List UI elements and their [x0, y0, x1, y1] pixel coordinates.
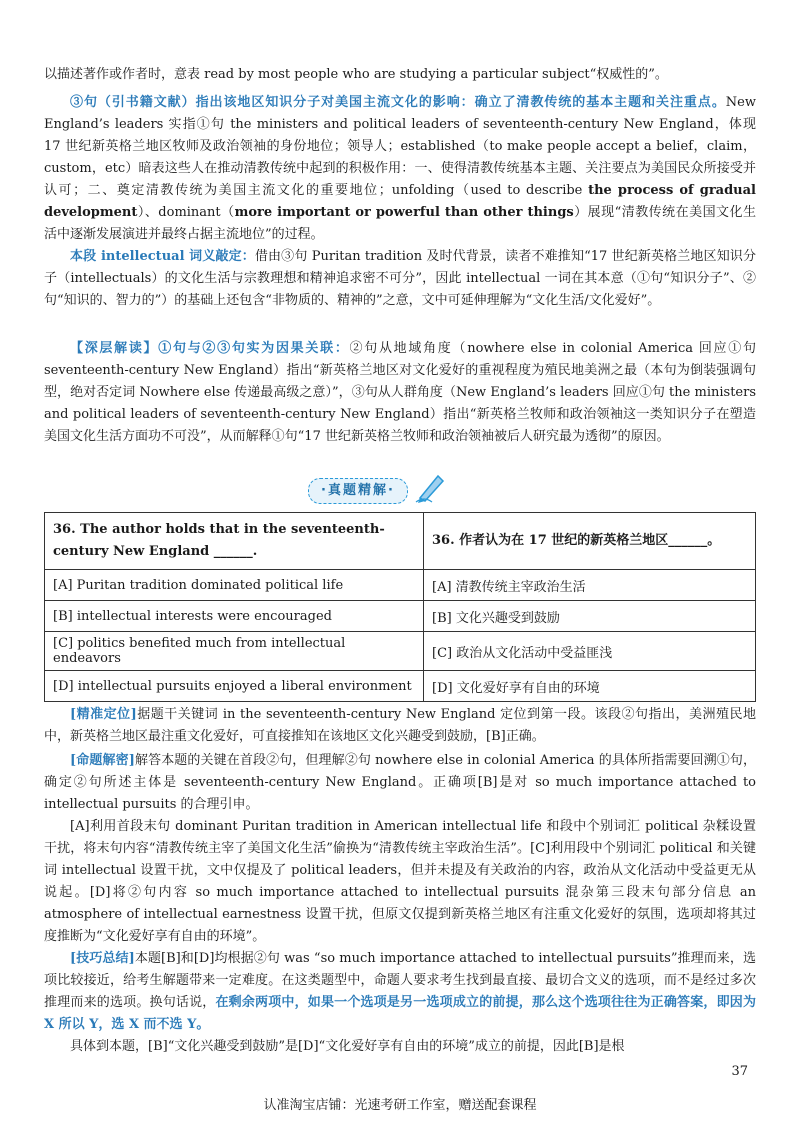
decode-label: [命题解密] — [70, 753, 135, 768]
footer-note: 认准淘宝店铺：光速考研工作室，赠送配套课程 — [263, 1098, 537, 1113]
tip-label: [技巧总结] — [70, 951, 135, 966]
intro-paragraph-3: 【深层解读】①句与②③句实为因果关联：②句从地域角度（nowhere else in colonial America 回应①句 seventeenth-century New England）指出“新英格兰地区对文化爱好的重视程度为殖民地美洲之最（本句为倒装强调句型，绝对否定词 Nowhere else 传递最高级之意）”，③句从人群角度（New England’s leaders 回应①句 the ministers and political leaders of seventeenth-century New England）指出“新英格兰牧师和政治领袖这一类知识分子在塑造美国文化生活方面功不可没”，从而解释①句“17 世纪新英格兰牧师和政治领袖被后人研究最为透彻”的原因。 — [44, 341, 756, 444]
analysis-decode: [命题解密]解答本题的关键在首段②句，但理解②句 nowhere else in colonial America 的具体所指需要回溯①句，确定②句所述主体是 seventeenth-century New England。正确项[B]是对 so much importance attached to intellectual pursuits 的合理引申。 — [44, 753, 756, 812]
question-stem-zh: 36. 作者认为在 17 世纪的新英格兰地区______。 — [424, 513, 756, 570]
analysis-last: 具体到本题，[B]“文化兴趣受到鼓励”是[D]“文化爱好享有自由的环境”成立的前提，因此[B]是根 — [70, 1039, 625, 1054]
intro-paragraph-0: 以描述著作或作者时，意表 read by most people who are studying a particular subject“权威性的”。 — [44, 67, 668, 82]
option-d-zh: [D] 文化爱好享有自由的环境 — [424, 671, 756, 702]
intro-paragraph-2: 本段 intellectual 词义敲定：借由③句 Puritan tradition 及时代背景，读者不难推知“17 世纪新英格兰地区知识分子（intellectuals）的文化生活与宗教理想和精神追求密不可分”，因此 intellectual 一词在其本意（①句“知识分子”、②句“知识的、智力的”）的基础上还包含“非物质的、精神的”之意，文中可延伸理解为“文化生活/文化爱好”。 — [44, 249, 756, 308]
page-number: 37 — [731, 1064, 748, 1079]
question-table — [44, 512, 756, 702]
option-row — [45, 570, 756, 601]
option-a-en: [A] Puritan tradition dominated political life — [45, 570, 424, 601]
deep-reading-heading: 【深层解读】①句与②③句实为因果关联： — [70, 341, 350, 356]
question-stem-en: 36. The author holds that in the seventeenth-century New England ______. — [45, 513, 424, 570]
option-b-zh: [B] 文化兴趣受到鼓励 — [424, 601, 756, 632]
question-stem-row — [45, 513, 756, 570]
analysis-locate: [精准定位]据题干关键词 in the seventeenth-century New England 定位到第一段。该段②句指出，美洲殖民地中，新英格兰地区最注重文化爱好，可直接推知在该地区文化兴趣受到鼓励，[B]正确。 — [44, 707, 756, 744]
intro-paragraph-1: ③句（引书籍文献）指出该地区知识分子对美国主流文化的影响：确立了清教传统的基本主题和关注重点。New England’s leaders 实指①句 the ministers and political leaders of seventeenth-century New England，体现 17 世纪新英格兰地区牧师及政治领袖的身份地位；领导人；established（to make people accept a belief，claim，custom，etc）暗表这些人在推动清教传统中起到的积极作用：一、使得清教传统基本主题、关注要点为美国民众所接受并认可；二、奠定清教传统为美国主流文化的重要地位；unfolding（used to describe the process of gradual development）、dominant（more important or powerful than other things）展现“清教传统在美国文化生活中逐渐发展演进并最终占据主流地位”的过程。 — [44, 95, 756, 242]
option-c-en: [C] politics benefited much from intellectual endeavors — [45, 632, 424, 671]
option-row — [45, 601, 756, 632]
pen-icon — [414, 470, 448, 504]
option-d-en: [D] intellectual pursuits enjoyed a liberal environment — [45, 671, 424, 702]
option-b-en: [B] intellectual interests were encouraged — [45, 601, 424, 632]
sentence-3-heading: ③句（引书籍文献）指出该地区知识分子对美国主流文化的影响：确立了清教传统的基本主题和关注重点。 — [70, 95, 726, 110]
locate-label: [精准定位] — [70, 707, 137, 722]
section-title-ribbon: ·真题精解· — [308, 478, 408, 504]
option-row — [45, 632, 756, 671]
option-a-zh: [A] 清教传统主宰政治生活 — [424, 570, 756, 601]
option-c-zh: [C] 政治从文化活动中受益匪浅 — [424, 632, 756, 671]
analysis-distractors: [A]利用首段末句 dominant Puritan tradition in American intellectual life 和段中个别词汇 political 杂糅设置干扰，将末句内容“清教传统主宰了美国文化生活”偷换为“清教传统主宰政治生活”。[C]利用段中个别词汇 political 和关键词 intellectual 设置干扰，文中仅提及了 political leaders，但并未提及有关政治的内容，政治从文化活动中受益更无从说起。[D]将②句内容 so much importance attached to intellectual pursuits 混杂第三段末句部分信息 an atmosphere of intellectual earnestness 设置干扰，但原文仅提到新英格兰地区有注重文化爱好的氛围，选项却将其过度推断为“文化爱好享有自由的环境”。 — [44, 819, 756, 944]
option-row — [45, 671, 756, 702]
word-meaning-heading: 本段 intellectual 词义敲定： — [70, 249, 255, 264]
analysis-tip: [技巧总结]本题[B]和[D]均根据②句 was “so much importance attached to intellectual pursuits”推理而来，选项比较接近，给考生解题带来一定难度。在这类题型中，命题人要求考生找到最直接、最切合文义的选项，而不是经过多次推理而来的选项。换句话说，在剩余两项中，如果一个选项是另一选项成立的前提，那么这个选项往往为正确答案，即因为 X 所以 Y，选 X 而不选 Y。 — [44, 951, 756, 1032]
